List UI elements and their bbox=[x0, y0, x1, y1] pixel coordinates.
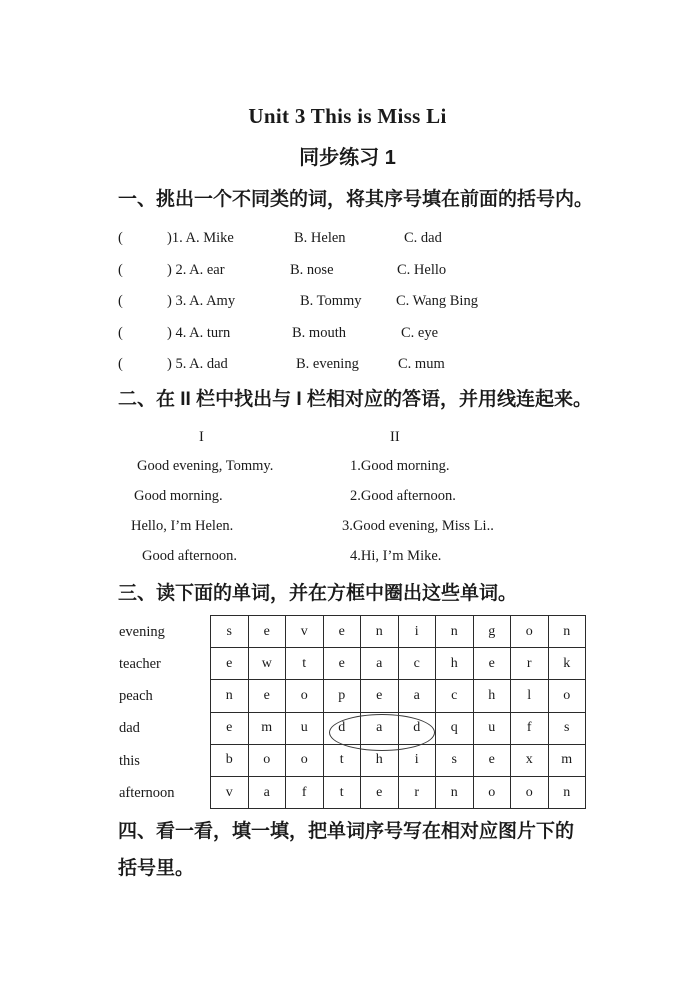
grid-cell: e bbox=[361, 680, 399, 712]
option-b: B. evening bbox=[296, 356, 359, 372]
grid-cell: o bbox=[474, 777, 512, 809]
grid-cell: h bbox=[436, 648, 474, 680]
grid-cell: f bbox=[286, 777, 324, 809]
grid-cell: n bbox=[436, 616, 474, 648]
section4-heading-line2: 括号里。 bbox=[118, 858, 195, 879]
grid-cell: k bbox=[549, 648, 587, 680]
grid-cell: o bbox=[286, 745, 324, 777]
grid-cell: d bbox=[399, 713, 437, 745]
grid-cell: n bbox=[361, 616, 399, 648]
grid-cell: g bbox=[474, 616, 512, 648]
grid-cell: o bbox=[511, 616, 549, 648]
match-left: Good evening, Tommy. bbox=[137, 458, 274, 474]
bracket-open: ( bbox=[118, 356, 123, 372]
grid-cell: e bbox=[361, 777, 399, 809]
page-title: Unit 3 This is Miss Li bbox=[248, 104, 447, 128]
grid-cell: r bbox=[399, 777, 437, 809]
grid-cell: t bbox=[324, 777, 362, 809]
option-c: C. Wang Bing bbox=[396, 293, 478, 309]
section1-heading: 一、挑出一个不同类的词，将其序号填在前面的括号内。 bbox=[118, 189, 594, 210]
page-subtitle: 同步练习 1 bbox=[299, 147, 396, 169]
option-a: ) 4. A. turn bbox=[167, 325, 231, 341]
match-left: Good morning. bbox=[134, 488, 223, 504]
option-c: C. eye bbox=[401, 325, 439, 341]
grid-cell: b bbox=[211, 745, 249, 777]
grid-cell: a bbox=[361, 713, 399, 745]
grid-cell: e bbox=[474, 648, 512, 680]
grid-cell: e bbox=[249, 680, 287, 712]
circled-word-ellipse bbox=[329, 714, 435, 751]
match-left: Good afternoon. bbox=[142, 548, 238, 564]
grid-cell: e bbox=[211, 713, 249, 745]
grid-cell: h bbox=[474, 680, 512, 712]
column1-header: I bbox=[199, 429, 204, 445]
match-right: 2.Good afternoon. bbox=[350, 488, 456, 504]
grid-cell: e bbox=[249, 616, 287, 648]
grid-cell: n bbox=[549, 777, 587, 809]
grid-cell: e bbox=[211, 648, 249, 680]
grid-cell: w bbox=[249, 648, 287, 680]
grid-cell: e bbox=[324, 648, 362, 680]
word-label: afternoon bbox=[119, 785, 175, 801]
grid-cell: n bbox=[436, 777, 474, 809]
bracket-open: ( bbox=[118, 262, 123, 278]
word-label: dad bbox=[119, 720, 140, 736]
option-b: B. Tommy bbox=[300, 293, 362, 309]
grid-cell: s bbox=[211, 616, 249, 648]
option-a: ) 5. A. dad bbox=[167, 356, 228, 372]
word-label: this bbox=[119, 753, 140, 769]
match-left: Hello, I’m Helen. bbox=[131, 518, 234, 534]
grid-cell: o bbox=[511, 777, 549, 809]
word-label: evening bbox=[119, 624, 165, 640]
grid-cell: n bbox=[211, 680, 249, 712]
section2-heading: 二、在 II 栏中找出与 I 栏相对应的答语，并用线连起来。 bbox=[118, 389, 592, 410]
grid-cell: a bbox=[361, 648, 399, 680]
grid-cell: h bbox=[361, 745, 399, 777]
grid-cell: f bbox=[511, 713, 549, 745]
grid-cell: u bbox=[286, 713, 324, 745]
option-a: ) 2. A. ear bbox=[167, 262, 225, 278]
grid-cell: t bbox=[286, 648, 324, 680]
grid-cell: i bbox=[399, 616, 437, 648]
section3-heading: 三、读下面的单词，并在方框中圈出这些单词。 bbox=[118, 583, 518, 604]
option-a: ) 3. A. Amy bbox=[167, 293, 236, 309]
grid-cell: s bbox=[549, 713, 587, 745]
grid-cell: d bbox=[324, 713, 362, 745]
grid-cell: x bbox=[511, 745, 549, 777]
word-label: peach bbox=[119, 688, 153, 704]
option-c: C. mum bbox=[398, 356, 445, 372]
bracket-open: ( bbox=[118, 293, 123, 309]
match-right: 3.Good evening, Miss Li.. bbox=[342, 518, 494, 534]
grid-cell: o bbox=[249, 745, 287, 777]
option-b: B. nose bbox=[290, 262, 334, 278]
grid-cell: e bbox=[474, 745, 512, 777]
grid-cell: a bbox=[399, 680, 437, 712]
grid-cell: v bbox=[286, 616, 324, 648]
grid-cell: o bbox=[286, 680, 324, 712]
grid-cell: m bbox=[249, 713, 287, 745]
grid-cell: l bbox=[511, 680, 549, 712]
grid-cell: n bbox=[549, 616, 587, 648]
word-label: teacher bbox=[119, 656, 161, 672]
grid-cell: c bbox=[399, 648, 437, 680]
match-right: 4.Hi, I’m Mike. bbox=[350, 548, 442, 564]
option-a: )1. A. Mike bbox=[167, 230, 234, 246]
bracket-open: ( bbox=[118, 325, 123, 341]
match-right: 1.Good morning. bbox=[350, 458, 450, 474]
grid-cell: r bbox=[511, 648, 549, 680]
option-b: B. mouth bbox=[292, 325, 346, 341]
column2-header: II bbox=[390, 429, 400, 445]
grid-cell: i bbox=[399, 745, 437, 777]
grid-cell: p bbox=[324, 680, 362, 712]
word-search-grid bbox=[210, 615, 586, 809]
grid-cell: s bbox=[436, 745, 474, 777]
grid-cell: m bbox=[549, 745, 587, 777]
grid-cell: c bbox=[436, 680, 474, 712]
grid-cell: e bbox=[324, 616, 362, 648]
option-c: C. Hello bbox=[397, 262, 447, 278]
option-c: C. dad bbox=[404, 230, 442, 246]
grid-cell: u bbox=[474, 713, 512, 745]
section4-heading-line1: 四、看一看，填一填，把单词序号写在相对应图片下的 bbox=[118, 821, 575, 842]
grid-cell: t bbox=[324, 745, 362, 777]
grid-cell: o bbox=[549, 680, 587, 712]
option-b: B. Helen bbox=[294, 230, 346, 246]
grid-cell: a bbox=[249, 777, 287, 809]
bracket-open: ( bbox=[118, 230, 123, 246]
grid-cell: v bbox=[211, 777, 249, 809]
grid-cell: q bbox=[436, 713, 474, 745]
